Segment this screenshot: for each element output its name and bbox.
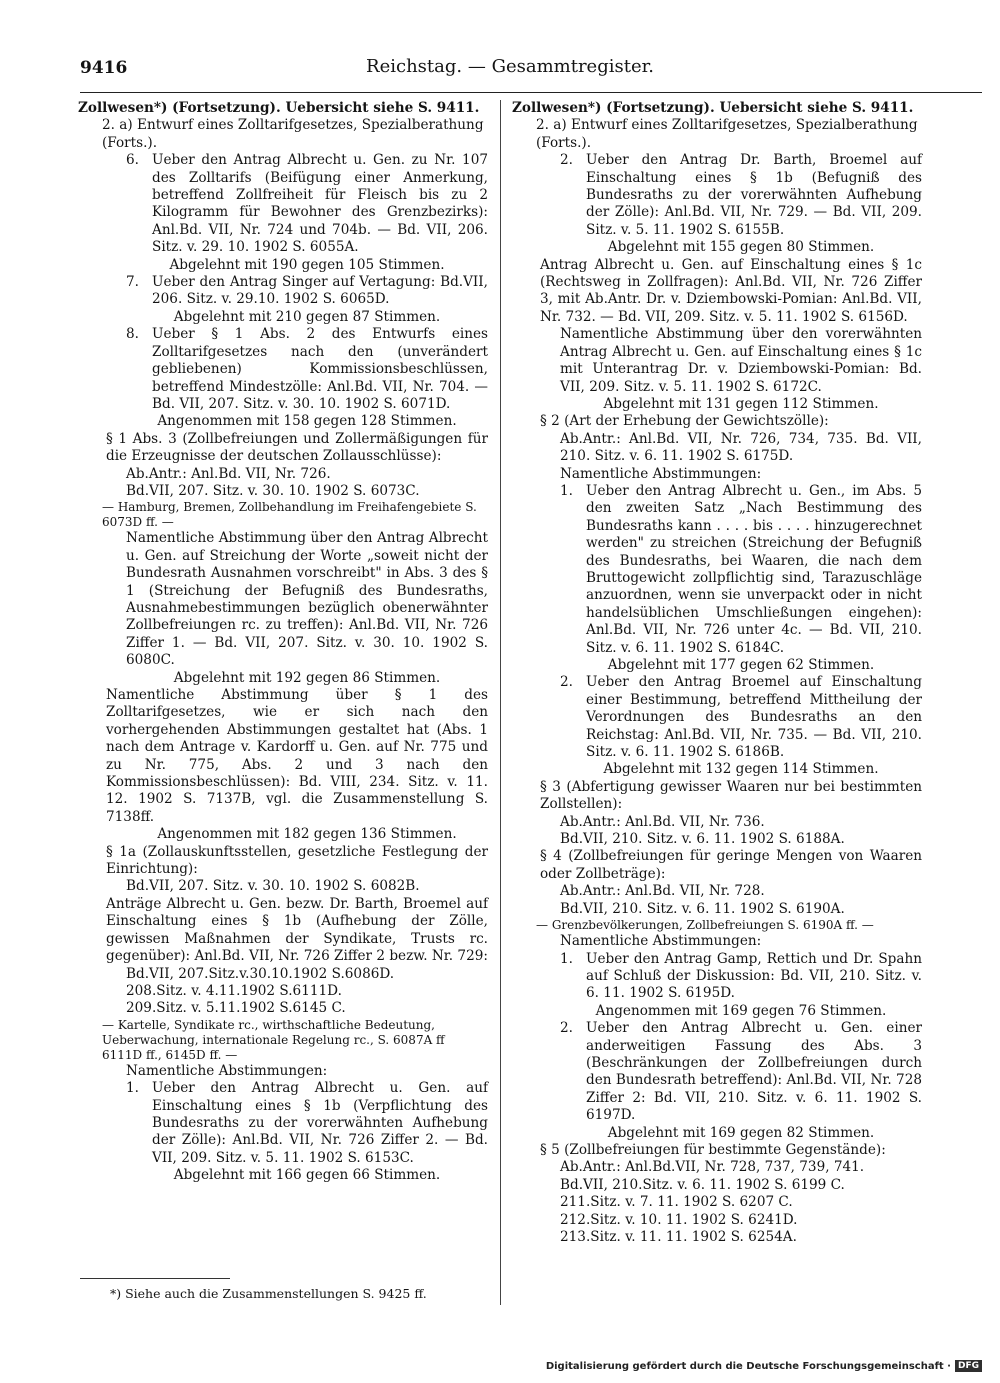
entry-number: 6. [126, 152, 139, 169]
paragraph-heading: § 2 (Art der Erhebung der Gewichtszölle): [540, 413, 829, 430]
paragraph-heading: Anträge Albrecht u. Gen. bezw. Dr. Barth, Broemel auf Einschaltung eines § 1b (Aufhebung der Zölle, gewissen Maßnahmen der Syndikate, Trusts rc. gegenüber): Anl.Bd. VII, Nr. 726 Ziffer 2 bezw. Nr. 729: [106, 895, 488, 965]
reference-line: Ab.Antr.: Anl.Bd. VII, Nr. 726. [126, 465, 331, 482]
numbered-entry [78, 274, 488, 309]
column-divider [500, 100, 501, 1305]
entry-number: 2. [560, 152, 573, 169]
reference-line: Bd.VII, 207. Sitz. v. 30. 10. 1902 S. 6073C. [126, 482, 420, 499]
entry-text: Ueber § 1 Abs. 2 des Entwurfs eines Zolltarifgesetzes nach den (unverändert gebliebenen) Kommissionsbeschlüssen, betreffend Mindestzölle: Anl.Bd. VII, Nr. 704. — Bd. VII, 207. Sitz. v. 30. 10. 1902 S. 6071D. [152, 326, 488, 412]
reference-line: Bd.VII, 210. Sitz. v. 6. 11. 1902 S. 6188A. [560, 831, 845, 848]
reference-line: Namentliche Abstimmung über den vorerwähnten Antrag Albrecht u. Gen. auf Einschaltung eines § 1c mit Unterantrag Dr. v. Dziembowski-Pomian: Bd. VII, 209. Sitz. v. 5. 11. 1902 S. 6172C. [560, 326, 922, 395]
reference-line: Namentliche Abstimmungen: [126, 1062, 328, 1079]
vote-result: Abgelehnt mit 177 gegen 62 Stimmen. [607, 657, 875, 673]
vote-result: Angenommen mit 169 gegen 76 Stimmen. [595, 1002, 887, 1019]
numbered-entry [78, 1080, 488, 1167]
numbered-entry [512, 951, 922, 1003]
vote-result: Abgelehnt mit 192 gegen 86 Stimmen. [173, 669, 441, 686]
numbered-entry [512, 152, 922, 239]
reference-line: Namentliche Abstimmung über den Antrag Albrecht u. Gen. auf Streichung der Worte „soweit nicht der Bundesrath Ausnahmen vorschreibt" in Abs. 3 des § 1 (Streichung der Befugniß des Bundesraths, Ausnahmebestimmungen bezüglich obenerwähnter Zollbefreiungen rc. zu treffen): Anl.Bd. VII, Nr. 726 Ziffer 1. — Bd. VII, 207. Sitz. v. 30. 10. 1902 S. 6080C. [126, 530, 488, 669]
reference-line: Bd.VII, 210.Sitz. v. 6. 11. 1902 S. 6199 C. [560, 1176, 845, 1193]
vote-result: Abgelehnt mit 190 gegen 105 Stimmen. [169, 256, 445, 273]
entry-number: 1. [126, 1080, 139, 1097]
reference-line: Bd.VII, 210. Sitz. v. 6. 11. 1902 S. 6190A. [560, 900, 845, 917]
entry-number: 1. [560, 482, 573, 499]
paragraph-heading: § 4 (Zollbefreiungen für geringe Mengen von Waaren oder Zollbeträge): [540, 848, 922, 882]
reference-line: Namentliche Abstimmungen: [560, 465, 762, 482]
paragraph-heading: § 1a (Zollauskunftsstellen, gesetzliche Festlegung der Einrichtung): [106, 843, 488, 878]
entry-text: Ueber den Antrag Albrecht u. Gen. einer anderweitigen Fassung des Abs. 3 (Beschränkungen der Zollbefreiungen durch den Bundesrath betreffend): Anl.Bd. VII, Nr. 728 Ziffer 2: Bd. VII, 210. Sitz. v. 6. 11. 1902 S. 6197D. [586, 1020, 922, 1124]
entry-number: 1. [560, 950, 573, 967]
numbered-entry [512, 1020, 922, 1124]
cross-reference-note: — Grenzbevölkerungen, Zollbefreiungen S. 6190A ff. — [536, 918, 874, 933]
footnote-rule [80, 1278, 230, 1279]
entry-number: 2. [560, 1020, 573, 1037]
paragraph-heading: § 5 (Zollbefreiungen für bestimmte Gegenstände): [540, 1141, 886, 1158]
paragraph-heading: Namentliche Abstimmung über § 1 des Zolltarifgesetzes, wie er sich nach den vorhergehenden Abstimmungen gestaltet hat (Abs. 1 nach dem Antrage v. Kardorff u. Gen. auf Nr. 775 und zu Nr. 775, Abs. 2 und 3 nach den Kommissionsbeschlüssen): Bd. VIII, 234. Sitz. v. 11. 12. 1902 S. 7137B, vgl. die Zusammenstellung S. 7138ff. [106, 687, 488, 825]
entry-text: Ueber den Antrag Albrecht u. Gen. auf Einschaltung eines § 1b (Verpflichtung des Bundesraths zu der vorerwähnten Aufhebung der Zölle): Anl.Bd. VII, Nr. 726 Ziffer 2. — Bd. VII, 209. Sitz. v. 5. 11. 1902 S. 6153C. [152, 1080, 488, 1166]
paragraph-heading: § 3 (Abfertigung gewisser Waaren nur bei bestimmten Zollstellen): [540, 778, 922, 813]
reference-line: Namentliche Abstimmungen: [560, 933, 762, 950]
entry-text: Ueber den Antrag Dr. Barth, Broemel auf Einschaltung eines § 1b (Befugniß des Bundesraths zu der vorerwähnten Aufhebung der Zölle): Anl.Bd. VII, Nr. 729. — Bd. VII, 209. Sitz. v. 5. 11. 1902 S. 6155B. [586, 152, 922, 238]
numbered-entry [78, 326, 488, 413]
reference-line: Ab.Antr.: Anl.Bd. VII, Nr. 736. [560, 813, 765, 830]
subsection-heading: 2. a) Entwurf eines Zolltarifgesetzes, Spezialberathung (Forts.). [102, 117, 484, 151]
reference-line: 208.Sitz. v. 4.11.1902 S.6111D. [126, 982, 342, 999]
reference-line: 209.Sitz. v. 5.11.1902 S.6145 C. [126, 1000, 346, 1017]
reference-line: 211.Sitz. v. 7. 11. 1902 S. 6207 C. [560, 1194, 793, 1211]
paragraph-heading: § 1 Abs. 3 (Zollbefreiungen und Zollermäßigungen für die Erzeugnisse der deutschen Zollausschlüsse): [106, 430, 488, 465]
page-header [80, 56, 940, 82]
reference-line: 212.Sitz. v. 10. 11. 1902 S. 6241D. [560, 1211, 798, 1228]
vote-result: Angenommen mit 158 gegen 128 Stimmen. [157, 413, 457, 430]
paragraph-heading: Antrag Albrecht u. Gen. auf Einschaltung eines § 1c (Rechtsweg in Zollfragen): Anl.Bd. VII, Nr. 726 Ziffer 3, mit Ab.Antr. Dr. v. Dziembowski-Pomian: Anl.Bd. VII, Nr. 732. — Bd. VII, 209. Sitz. v. 5. 11. 1902 S. 6156D. [540, 256, 922, 325]
entry-text: Ueber den Antrag Broemel auf Einschaltung einer Bestimmung, betreffend Mittheilung der Verordnungen des Bundesraths an den Reichstag: Anl.Bd. VII, Nr. 735. — Bd. VII, 210. Sitz. v. 6. 11. 1902 S. 6186B. [586, 674, 922, 761]
subsection-heading: 2. a) Entwurf eines Zolltarifgesetzes, Spezialberathung (Forts.). [536, 117, 918, 151]
vote-result: Abgelehnt mit 166 gegen 66 Stimmen. [173, 1167, 441, 1184]
reference-line: Ab.Antr.: Anl.Bd. VII, Nr. 728. [560, 883, 765, 900]
reference-line: Ab.Antr.: Anl.Bd.VII, Nr. 728, 737, 739, 741. [560, 1159, 865, 1176]
vote-result: Abgelehnt mit 155 gegen 80 Stimmen. [607, 239, 875, 256]
entry-number: 2. [560, 674, 573, 691]
section-heading: Zollwesen*) (Fortsetzung). Uebersicht siehe S. 9411. [512, 100, 914, 116]
vote-result: Abgelehnt mit 131 gegen 112 Stimmen. [603, 395, 879, 412]
vote-result: Angenommen mit 182 gegen 136 Stimmen. [157, 826, 457, 843]
entry-text: Ueber den Antrag Singer auf Vertagung: Bd.VII, 206. Sitz. v. 29.10. 1902 S. 6065D. [152, 274, 488, 308]
credit-text: Digitalisierung gefördert durch die Deutsche Forschungsgemeinschaft · [545, 1360, 951, 1372]
footnote: *) Siehe auch die Zusammenstellungen S. 9425 ff. [110, 1286, 427, 1301]
vote-result: Abgelehnt mit 169 gegen 82 Stimmen. [607, 1124, 875, 1141]
entry-text: Ueber den Antrag Albrecht u. Gen., im Abs. 5 den zweiten Satz „Nach Bestimmung des Bundesraths kann . . . . bis . . . . hinzugerechnet werden" zu streichen (Streichung der Befugniß des Bundesraths, bei Waaren, die nach dem Bruttogewicht zollpflichtig sind, Tarazuschläge anzuordnen, wenn sie unverpackt oder in nicht handelsüblichen Umschließungen eingehen): Anl.Bd. VII, Nr. 726 unter 4c. — Bd. VII, 210. Sitz. v. 6. 11. 1902 S. 6184C. [586, 482, 922, 656]
digitization-credit [546, 1360, 982, 1372]
reference-line: Bd.VII, 207. Sitz. v. 30. 10. 1902 S. 6082B. [126, 878, 420, 895]
reference-line: Ab.Antr.: Anl.Bd. VII, Nr. 726, 734, 735. Bd. VII, 210. Sitz. v. 6. 11. 1902 S. 6175D. [560, 430, 922, 465]
entry-number: 7. [126, 274, 139, 291]
cross-reference-note: — Kartelle, Syndikate rc., wirthschaftliche Bedeutung, Ueberwachung, internationale Regelung rc., S. 6087A ff 6111D ff., 6145D ff. — [102, 1017, 445, 1062]
reference-line: Bd.VII, 207.Sitz.v.30.10.1902 S.6086D. [126, 965, 395, 982]
right-column [512, 100, 922, 1246]
header-rule [80, 92, 982, 93]
entry-text: Ueber den Antrag Albrecht u. Gen. zu Nr. 107 des Zolltarifs (Beifügung einer Anmerkung, betreffend Zollfreiheit für Fleisch bis zu 2 Kilogramm für Bewohner des Grenzbezirks): Anl.Bd. VII, Nr. 724 und 704b. — Bd. VII, 206. Sitz. v. 29. 10. 1902 S. 6055A. [152, 152, 488, 256]
dfg-logo: DFG [955, 1360, 982, 1372]
entry-text: Ueber den Antrag Gamp, Rettich und Dr. Spahn auf Schluß der Diskussion: Bd. VII, 210. Sitz. v. 6. 11. 1902 S. 6195D. [586, 950, 922, 1002]
numbered-entry [512, 674, 922, 761]
vote-result: Abgelehnt mit 210 gegen 87 Stimmen. [173, 308, 441, 325]
cross-reference-note: — Hamburg, Bremen, Zollbehandlung im Freihafengebiete S. 6073D ff. — [102, 500, 477, 530]
page-number: 9416 [80, 58, 128, 78]
numbered-entry [78, 152, 488, 256]
page-title: Reichstag. — Gesammtregister. [366, 56, 654, 77]
entry-number: 8. [126, 326, 139, 343]
reference-line: 213.Sitz. v. 11. 11. 1902 S. 6254A. [560, 1229, 797, 1245]
left-column [78, 100, 488, 1185]
section-heading: Zollwesen*) (Fortsetzung). Uebersicht siehe S. 9411. [78, 100, 480, 116]
numbered-entry [512, 483, 922, 657]
vote-result: Abgelehnt mit 132 gegen 114 Stimmen. [603, 761, 879, 778]
